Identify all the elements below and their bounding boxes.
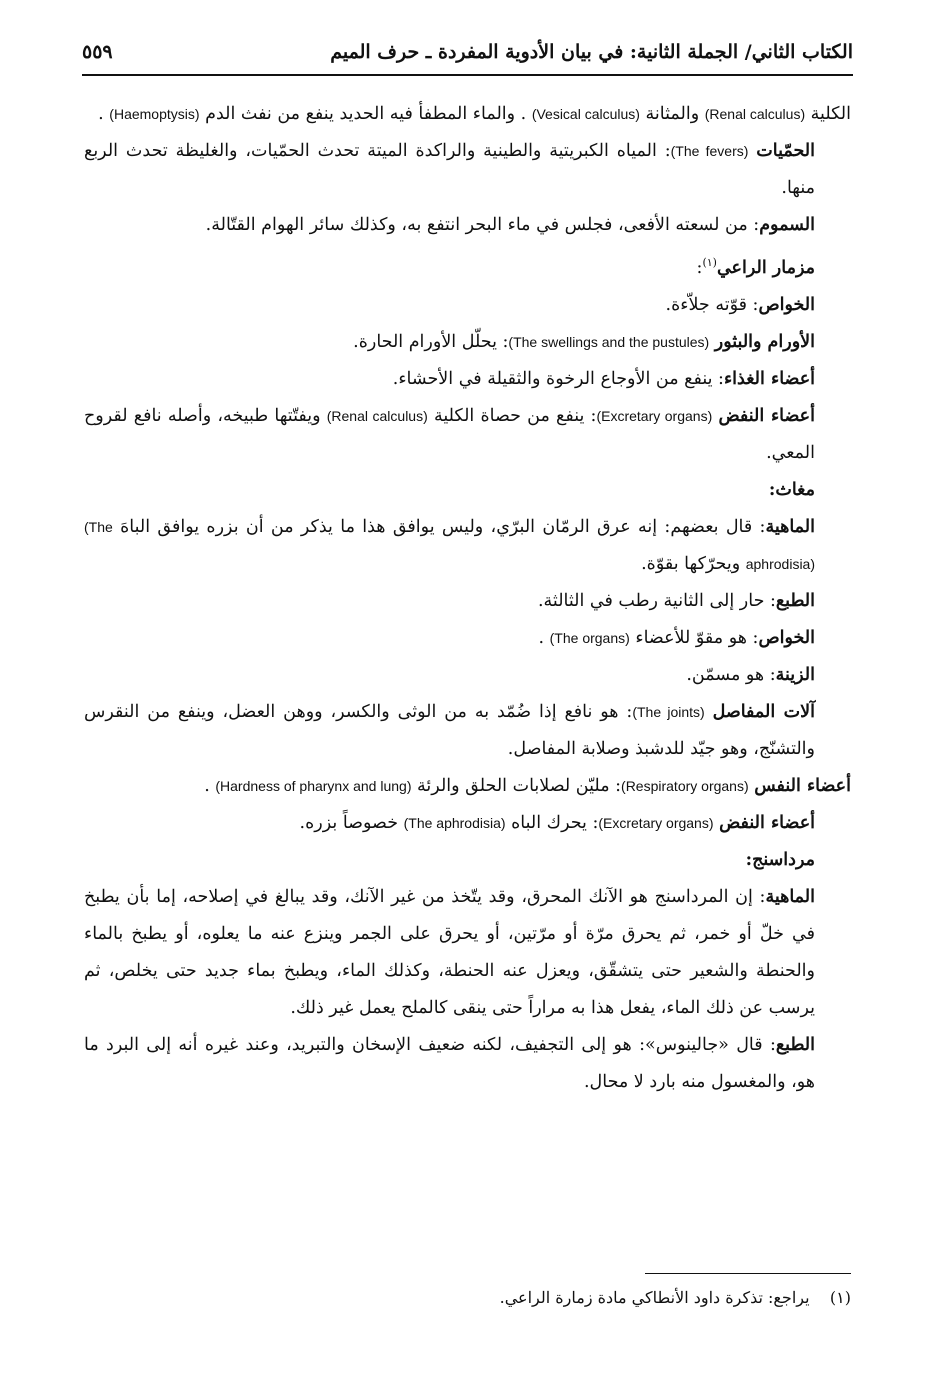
entry-text: : حار إلى الثانية رطب في الثالثة. (537, 590, 776, 611)
entry-term: الأورام والبثور (714, 331, 815, 352)
entry-text: ويفتّتها طبيخه، وأصله نافع لقروح المعي. (84, 405, 815, 463)
english-gloss: (The swellings and the pustules) (508, 333, 710, 350)
paragraph (84, 207, 851, 244)
entry-term: الماهية (765, 886, 815, 907)
english-gloss: (Excretary organs) (596, 407, 713, 424)
entry-term: الخواص (758, 627, 815, 648)
english-gloss: (Renal calculus) (326, 407, 428, 424)
entry-text: : قال «جالينوس»: هو إلى التجفيف، لكنه ضعيف الإسخان والتبريد، وعند غيره أنه إلى البرد ما هو، والمغسول منه بارد لا محال. (84, 1034, 815, 1092)
entry-text: : قال بعضهم: إنه عرق الرمّان البرّي، وليس يوافق هذا ما يذكر من أن بزره يوافق الباهَ (112, 516, 766, 537)
entry-term: الطبع (775, 1034, 815, 1055)
footnote-rule (645, 1273, 851, 1274)
english-gloss: (The aphrodisia) (403, 814, 506, 831)
paragraph (84, 287, 851, 324)
entry-term: أعضاء النفس (754, 775, 851, 796)
paragraph (84, 694, 851, 768)
entry-text: : هو مسمّن. (686, 664, 776, 685)
page-number: ٥٥٩ (82, 41, 113, 63)
paragraph (84, 620, 851, 657)
footnote (84, 1288, 851, 1307)
paragraph (84, 879, 851, 1027)
paragraph (84, 133, 851, 207)
entry-text: : هو نافع إذا ضُمّد به من الوثى والكسر، ووهن العضل، وينفع من النقرس والتشنّج، وهو جيّد للدشبذ وصلابة المفاصل. (84, 701, 815, 759)
english-gloss: (The joints) (632, 703, 705, 720)
footnote-ref: (١) (702, 256, 717, 269)
english-gloss: (The organs) (549, 629, 630, 646)
paragraph (84, 398, 851, 472)
paragraph (84, 324, 851, 361)
entry-text: : إن المرداسنج هو الآنك المحرق، وقد يتّخذ من غير الآنك، وقد يبالغ في إصلاحه، إما بأن يطبخ في خلّ أو خمر، ثم يحرق مرّة أو مرّتين، أو يحرق على الجمر وينزع عنه ما يعلوه، أو يطبخ بالماء والحنطة والشعير حتى يتشقّق، ويعزل عنه الحنطة، وكذلك الماء، ويطبخ بماء جديد حتى يخلص، ثم يرسب عن ذلك الماء، يفعل هذا به مراراً حتى ينقى كالملح يعمل غير ذلك. (84, 886, 815, 1018)
entry-term: آلات المفاصل (712, 701, 815, 722)
entry-term: مغاث: (768, 479, 815, 500)
paragraph (84, 805, 851, 842)
paragraph (84, 96, 851, 133)
footnote-text: يراجع: تذكرة داود الأنطاكي مادة زمارة الراعي. (499, 1288, 810, 1307)
entry-text: . والماء المطفأ فيه الحديد ينفع من نفث الدم (199, 104, 532, 124)
entry-text: : (696, 257, 703, 278)
entry-text: : من لسعته الأفعى، فجلس في ماء البحر انتفع به، وكذلك سائر الهوام القتّالة. (205, 215, 760, 235)
page-body (84, 96, 851, 1101)
paragraph (84, 583, 851, 620)
header-title: الكتاب الثاني/ الجملة الثانية: في بيان الأدوية المفردة ـ حرف الميم (330, 41, 853, 63)
entry-text: : يحرك الباه (505, 812, 599, 833)
entry-term: الخواص (758, 294, 815, 315)
entry-term: الزينة (775, 664, 815, 685)
entry-text: : المياه الكبريتية والطينية والراكدة الميتة تحدث الحمّيات، والغليظة تحدث الربع منها. (84, 141, 815, 198)
paragraph (84, 361, 851, 398)
footnote-marker: (١) (829, 1288, 851, 1307)
entry-text: الكلية (805, 104, 851, 124)
paragraph (84, 842, 851, 879)
entry-text: . (538, 627, 550, 648)
entry-text: : ينفع من الأوجاع الرخوة والثقيلة في الأحشاء. (392, 368, 724, 389)
english-gloss: (Respiratory organs) (621, 777, 749, 794)
english-gloss: (Haemoptysis) (109, 106, 200, 122)
paragraph (84, 472, 851, 509)
entry-text: : مليّن لصلابات الحلق والرئة (411, 775, 622, 796)
entry-term: أعضاء النفض (718, 405, 815, 426)
english-gloss: (The aphrodisia) (84, 518, 815, 572)
paragraph (84, 768, 851, 805)
entry-text: ويحرّكها بقوّة. (641, 553, 746, 574)
english-gloss: (The fevers) (670, 143, 749, 159)
entry-term: الحمّيات (756, 141, 815, 161)
paragraph (84, 1027, 851, 1101)
entry-term: مرداسنج: (745, 849, 815, 870)
paragraph (84, 509, 851, 583)
english-gloss: (Excretary organs) (598, 814, 714, 831)
entry-text: : قوّته جلاّءة. (665, 294, 759, 315)
english-gloss: (Hardness of pharynx and lung) (215, 777, 412, 794)
entry-text (705, 702, 713, 722)
entry-text: والمثانة (639, 104, 705, 124)
english-gloss: (Renal calculus) (704, 106, 806, 122)
entry-text: : ينفع من حصاة الكلية (427, 405, 597, 426)
running-header (82, 30, 853, 76)
entry-term: أعضاء النفض (719, 812, 815, 833)
entry-text: : يحلّل الأورام الحارة. (353, 331, 509, 352)
entry-text: . (98, 104, 110, 124)
entry-term: مزمار الراعي (716, 257, 815, 278)
entry-text: . (204, 775, 216, 796)
paragraph (84, 244, 851, 287)
english-gloss: (Vesical calculus) (531, 106, 640, 122)
entry-term: أعضاء الغذاء (723, 368, 815, 389)
entry-text: : هو مقوّ للأعضاء (629, 627, 759, 648)
entry-term: الماهية (765, 516, 815, 537)
entry-text: خصوصاً بزره. (299, 812, 404, 833)
paragraph (84, 657, 851, 694)
entry-term: الطبع (775, 590, 815, 611)
entry-term: السموم (759, 215, 815, 235)
